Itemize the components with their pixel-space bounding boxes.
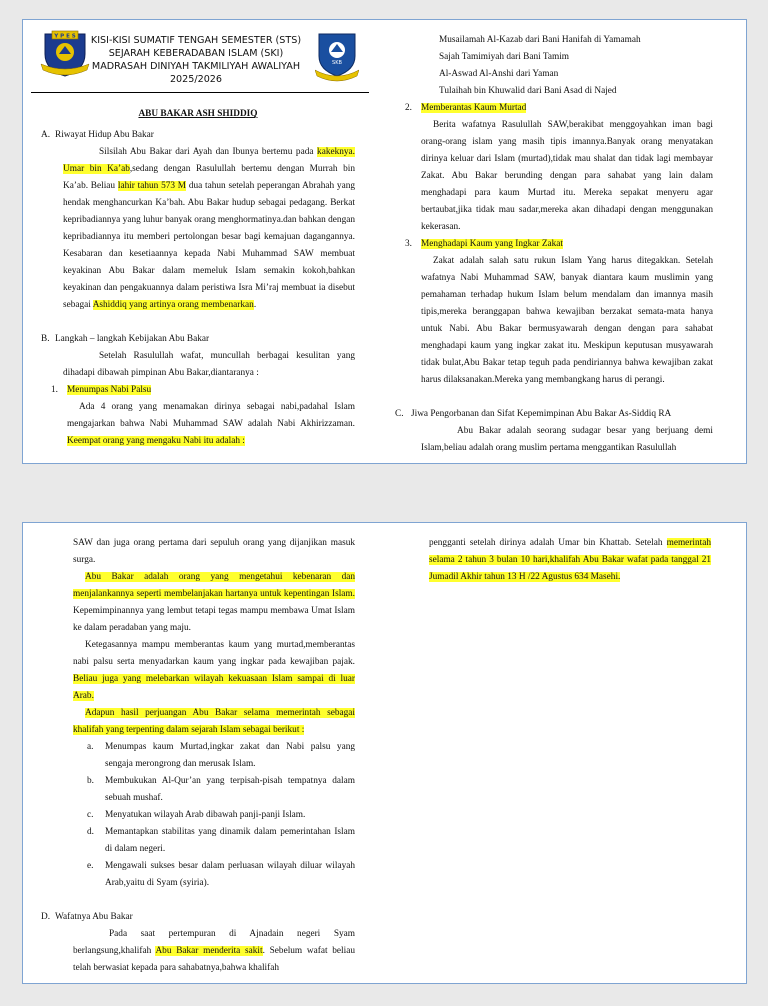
school-logo-right (315, 30, 359, 82)
list-item: e. Mengawali sukses besar dalam perluasan wilayah diluar wilayah Arab,yaitu di Syam (syiria). (87, 861, 355, 888)
list-item-1-title: 1. Menumpas Nabi Palsu (51, 385, 152, 395)
section-a-heading: A. Riwayat Hidup Abu Bakar (41, 130, 154, 140)
list-item-3-title: 3. Menghadapi Kaum yang Ingkar Zakat (405, 239, 563, 249)
paragraph: Adapun hasil perjuangan Abu Bakar selama memerintah sebagai khalifah yang terpenting dalam sejarah Islam sebagai berikut : (73, 708, 355, 735)
page1-right-column (395, 32, 713, 457)
header-divider (31, 92, 369, 93)
paragraph: Abu Bakar adalah orang yang mengetahui kebenaran dan menjalankannya seperti membelanjakan hartanya untuk kepentingan Islam. Kepemimpinannya yang lembut tetapi tegas mampu membawa Umat Islam ke dalam peradaban yang maju. (73, 572, 355, 633)
achievements-list (73, 739, 355, 892)
right-logo-text: SKB (332, 60, 342, 66)
section-c-heading: C. Jiwa Pengorbanan dan Sifat Kepemimpinan Abu Bakar As-Siddiq RA (395, 409, 672, 419)
paragraph: SAW dan juga orang pertama dari sepuluh orang yang dijanjikan masuk surga. (73, 538, 355, 565)
list-item-3-text: Zakat adalah salah satu rukun Islam Yang harus ditegakkan. Setelah wafatnya Nabi Muhammad SAW, banyak diantara kaum muslimin yang pemahaman terhadap hukum Islam belum mendalam dan imannya masih tipis,mereka beranggapan bahwa kewajiban berzakat semata-mata hanya untuk Nabi. Abu Bakar bermusyawarah dengan dengan para sahabat menghadapi kaum yang ingkar zakat itu. Meskipun keputusan musyawarah tidak bulat,Abu Bakar tetap teguh pada pendiriannya bahwa kewajiban zakat harus dilaksanakan.Mereka yang membangkang harus di perangi. (421, 256, 713, 385)
paragraph: Ketegasannya mampu memberantas kaum yang murtad,memberantas nabi palsu serta menyadarkan kaum yang ingkar pada kewajiban pajak. Beliau juga yang melebarkan wilayah kekuasaan Islam sampai di luar Arab. (73, 640, 355, 701)
list-item-2-text: Berita wafatnya Rasulullah SAW,berakibat menggoyahkan iman bagi orang-orang islam yang masih tipis imannya.Banyak orang menyatakan dirinya keluar dari Islam (murtad),tidak mau shalat dan tidak lagi membayar Zakat. Abu Bakar berunding dengan para sahabat yang lain dalam menghadapi para kaum Murtad itu. Mereka sepakat menyeru agar bertaubat,jika tidak mau sadar,mereka akan dihadapi dengan menggunakan kekerasan. (421, 120, 713, 232)
section-d-paragraph: Pada saat pertempuran di Ajnadain negeri Syam berlangsung,khalifah Abu Bakar menderita sakit. Sebelum wafat beliau telah berwasiat kepada para sahabatnya,bahwa khalifah (73, 929, 355, 973)
list-item-1-text: Ada 4 orang yang menamakan dirinya sebagai nabi,padahal Islam mengajarkan bahwa Nabi Muhammad SAW adalah Nabi Akhirizzaman. Keempat orang yang mengaku Nabi itu adalah : (67, 402, 355, 446)
header-line-4: 2025/2026 (169, 74, 223, 85)
section-b-heading: B. Langkah – langkah Kebijakan Abu Bakar (41, 334, 210, 344)
document-page-2 (22, 522, 747, 984)
false-prophet-name: Al-Aswad Al-Anshi dari Yaman (439, 69, 559, 79)
paragraph: pengganti setelah dirinya adalah Umar bin Khattab. Setelah memerintah selama 2 tahun 3 bulan 10 hari,khalifah Abu Bakar wafat pada tanggal 21 Jumadil Akhir tahun 13 H /22 Agustus 634 Masehi. (429, 538, 711, 582)
list-item: a. Menumpas kaum Murtad,ingkar zakat dan Nabi palsu yang sengaja merongrong dan merusak Islam. (87, 742, 355, 769)
section-title: ABU BAKAR ASH SHIDDIQ (138, 109, 258, 119)
page2-right-column (429, 535, 711, 586)
section-d-heading: D. Wafatnya Abu Bakar (41, 912, 133, 922)
list-item: b. Membukukan Al-Qur’an yang terpisah-pisah tempatnya dalam sebuah mushaf. (87, 776, 355, 803)
section-b-intro: Setelah Rasulullah wafat, muncullah berbagai kesulitan yang dihadapi dibawah pimpinan Abu Bakar,diantaranya : (63, 351, 355, 378)
list-item: d. Memantapkan stabilitas yang dinamik dalam pemerintahan Islam di dalam negeri. (87, 827, 355, 854)
section-a-paragraph: Silsilah Abu Bakar dari Ayah dan Ibunya bertemu pada kakeknya. Umar bin Ka’ab,sedang dengan Rasulullah bertemu dengan Murrah bin Ka’ab. Beliau lahir tahun 573 M dua tahun setelah peperangan Abrahah yang hendak menghancurkan Ka’bah. Abu Bakar hudup sebagai pedagang. Berkat kepribadiannya yang luhur banyak orang menghormatinya.dan bahkan dengan kepribadiannya itu memberi pertolongan besar bagi kemajuan dagangannya. Kesabaran dan kesetiaannya kepada Nabi Muhammad SAW membuat keyakinan Abu Bakar dalam memeluk Islam semakin kokoh,bahkan keyakinan dan pengakuannya dalam peristiwa Isra Mi’raj membuat ia disebut sebagai Ashiddiq yang artinya orang membenarkan. (63, 147, 356, 310)
page2-left-column (41, 535, 355, 977)
false-prophet-name: Sajah Tamimiyah dari Bani Tamim (439, 52, 570, 62)
page1-left-column (41, 106, 355, 450)
header-line-1: KISI-KISI SUMATIF TENGAH SEMESTER (STS) (90, 35, 302, 46)
document-page-1 (22, 19, 747, 464)
list-item: c. Menyatukan wilayah Arab dibawah panji-panji Islam. (87, 810, 306, 820)
header-line-3: MADRASAH DINIYAH TAKMILIYAH AWALIYAH (91, 61, 301, 72)
document-header (81, 34, 311, 86)
header-line-2: SEJARAH KEBERADABAN ISLAM (SKI) (108, 48, 284, 59)
false-prophet-name: Tulaihah bin Khuwalid dari Bani Asad di Najed (439, 86, 617, 96)
false-prophets-list (395, 32, 713, 100)
section-c-paragraph: Abu Bakar adalah seorang sudagar besar yang berjuang demi Islam,beliau adalah orang muslim pertama menggantikan Rasulullah (421, 426, 713, 453)
left-logo-text: Y P E S (54, 33, 76, 40)
false-prophet-name: Musailamah Al-Kazab dari Bani Hanifah di Yamamah (439, 35, 641, 45)
list-item-2-title: 2. Memberantas Kaum Murtad (405, 103, 527, 113)
